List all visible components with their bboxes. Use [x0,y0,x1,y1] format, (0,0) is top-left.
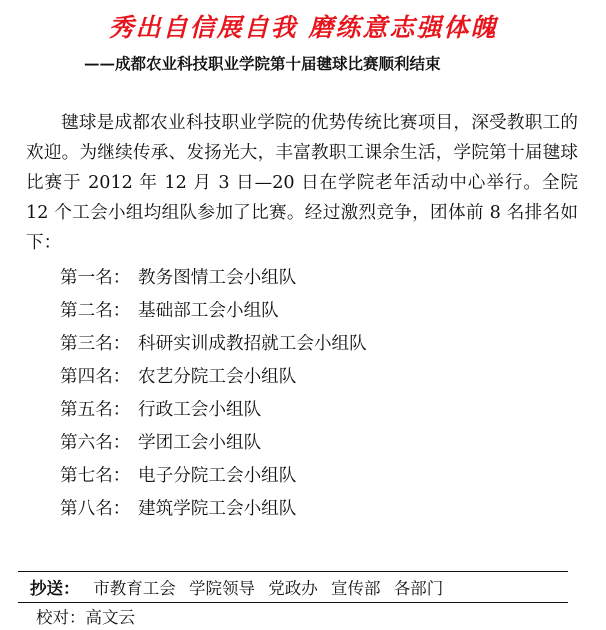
rank-label: 第一名： [60,268,131,288]
cc-row [30,575,451,599]
ranking-item [60,427,367,460]
cc-recipient: 各部门 [393,579,444,598]
team-name: 学团工会小组队 [138,433,262,453]
team-name: 电子分院工会小组队 [138,466,297,486]
cc-label: 抄送： [30,579,80,598]
footer-divider-top [18,571,568,572]
cc-recipient: 宣传部 [331,579,381,598]
document-title: 秀出自信展自我 磨练意志强体魄 [108,13,498,42]
rank-label: 第四名： [60,367,131,387]
ranking-item [60,493,367,526]
team-name: 行政工会小组队 [138,400,262,420]
rank-label: 第八名： [60,499,131,519]
cc-recipient: 市教育工会 [93,579,176,598]
body-paragraph: 毽球是成都农业科技职业学院的优势传统比赛项目，深受教职工的欢迎。为继续传承、发扬光大，丰富教职工课余生活，学院第十届毽球比赛于 2012 年 12 月 3 日—20 日在学院老年活动中心举行。全院 12 个工会小组均组队参加了比赛。经过激烈竞争，团体前 8 名排名如下： [26,113,578,253]
team-name: 基础部工会小组队 [138,301,279,321]
ranking-item [60,460,367,493]
footer-divider-bottom [18,602,568,603]
team-name: 建筑学院工会小组队 [138,499,297,519]
cc-recipient: 学院领导 [189,579,255,598]
team-name: 农艺分院工会小组队 [138,367,297,387]
ranking-item [60,394,367,427]
rank-label: 第五名： [60,400,131,420]
cc-recipient: 党政办 [268,579,318,598]
proofreader: 校对：高文云 [36,608,135,627]
ranking-item [60,361,367,394]
rank-label: 第六名： [60,433,131,453]
document-subtitle: ——成都农业科技职业学院第十届毽球比赛顺利结束 [84,54,441,73]
ranking-list [60,262,367,526]
rank-label: 第七名： [60,466,131,486]
ranking-item [60,328,367,361]
ranking-item [60,295,367,328]
rank-label: 第二名： [60,301,131,321]
rank-label: 第三名： [60,334,131,354]
team-name: 科研实训成教招就工会小组队 [138,334,367,354]
ranking-item [60,262,367,295]
team-name: 教务图情工会小组队 [138,268,297,288]
